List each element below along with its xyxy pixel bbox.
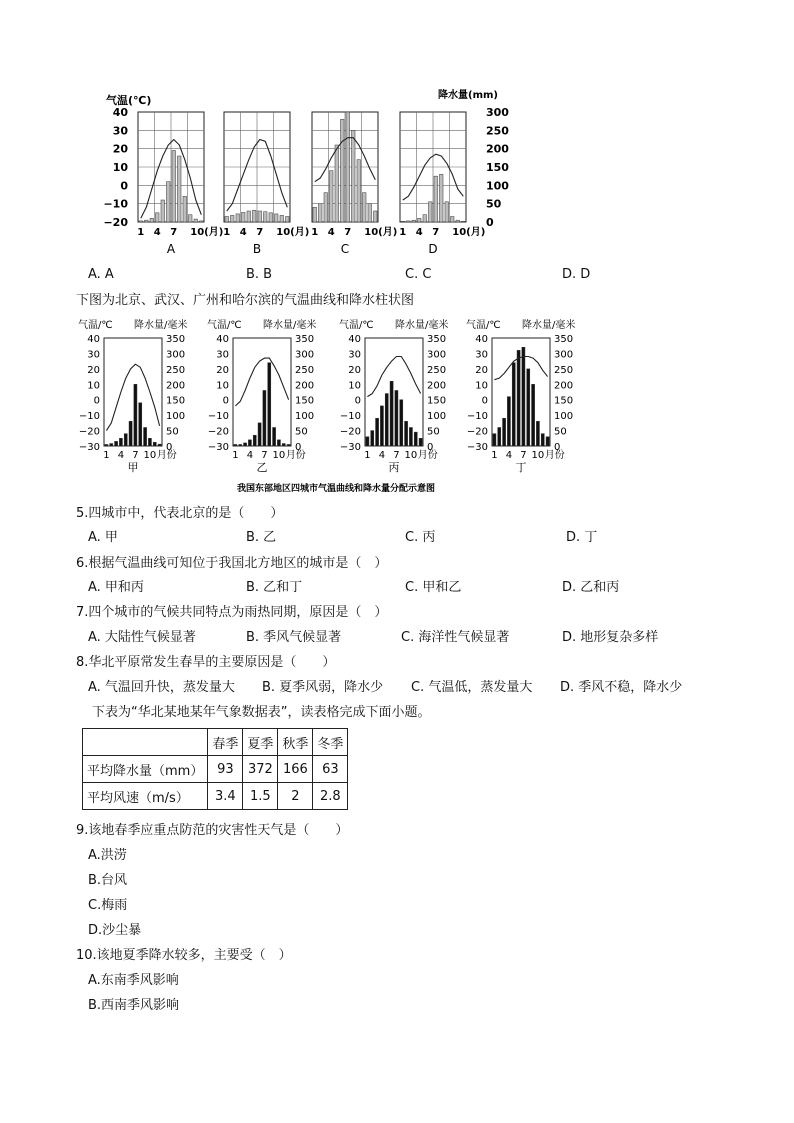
fig2-left-tick: 10 bbox=[348, 380, 361, 392]
fig2-right-tick: 200 bbox=[295, 380, 315, 392]
fig1-chart-C-precip-bar bbox=[313, 207, 317, 222]
fig2-x-tick: 1 bbox=[491, 450, 498, 461]
fig2-left-tick: 40 bbox=[348, 334, 361, 345]
fig1-left-tick: 0 bbox=[120, 179, 128, 193]
fig2-left-tick: 20 bbox=[348, 364, 361, 376]
fig2-chart-丙-precip-bar bbox=[385, 394, 388, 446]
fig2-left-tick: 40 bbox=[216, 334, 229, 345]
fig2-x-tick: 4 bbox=[378, 450, 386, 461]
fig2-chart-甲-precip-bar bbox=[158, 444, 161, 446]
fig1-chart-B-precip-bar bbox=[247, 211, 251, 222]
fig2-chart-丙-precip-bar bbox=[405, 421, 408, 446]
fig2-left-tick: −10 bbox=[78, 411, 100, 423]
q5-option-b[interactable]: B. 乙 bbox=[246, 530, 277, 545]
fig1-x-tick: 10(月) bbox=[364, 227, 398, 238]
fig2-right-tick: 150 bbox=[554, 395, 574, 407]
fig2-right-tick: 350 bbox=[427, 334, 447, 345]
fig2-chart-乙-precip-bar bbox=[239, 444, 242, 446]
fig1-chart-B-precip-bar bbox=[241, 212, 245, 222]
fig2-chart-甲-precip-bar bbox=[129, 421, 132, 446]
fig2-x-unit: 月份 bbox=[285, 450, 306, 461]
fig1-chart-D-precip-bar bbox=[439, 174, 443, 222]
q6-option-c[interactable]: C. 甲和乙 bbox=[405, 580, 462, 595]
fig2-x-unit: 月份 bbox=[544, 450, 565, 461]
fig2-chart-甲-frame bbox=[104, 338, 162, 446]
table-intro: 下表为“华北某地某年气象数据表”，读表格完成下面小题。 bbox=[92, 705, 431, 720]
fig2-chart-丙-precip-bar bbox=[376, 418, 379, 446]
fig2-right-tick: 150 bbox=[295, 395, 315, 407]
fig2-chart-丁-precip-bar bbox=[532, 384, 535, 446]
fig2-left-tick: 30 bbox=[348, 349, 361, 361]
fig1-chart-A-precip-bar bbox=[188, 215, 192, 222]
q8-option-a[interactable]: A. 气温回升快，蒸发量大 bbox=[88, 680, 235, 695]
fig2-left-tick: −20 bbox=[78, 426, 100, 438]
q4-option-a[interactable]: A. A bbox=[88, 267, 114, 282]
q10-option-a[interactable]: A.东南季风影响 bbox=[88, 973, 179, 988]
fig2-right-tick: 0 bbox=[554, 442, 561, 453]
fig1-chart-C-precip-bar bbox=[318, 204, 322, 222]
table-header-cell: 冬季 bbox=[313, 729, 348, 756]
fig1-chart-B-precip-bar bbox=[280, 215, 284, 222]
fig2-precip-label: 降水量/毫米 bbox=[522, 320, 576, 331]
fig1-chart-D-precip-bar bbox=[445, 202, 449, 222]
fig1-chart-B-precip-bar bbox=[252, 210, 256, 222]
table-cell: 93 bbox=[208, 756, 243, 783]
fig2-chart-乙-precip-bar bbox=[263, 390, 266, 446]
fig1-right-tick: 50 bbox=[486, 197, 502, 211]
fig2-chart-丁-precip-bar bbox=[512, 363, 515, 446]
fig2-temp-label: 气温/℃ bbox=[339, 320, 374, 331]
q4-option-d[interactable]: D. D bbox=[562, 267, 591, 282]
fig2-x-tick: 7 bbox=[132, 450, 139, 461]
q6-stem: 6.根据气温曲线可知位于我国北方地区的城市是（ ） bbox=[76, 556, 388, 571]
fig1-chart-A-precip-bar bbox=[139, 221, 143, 222]
fig1-x-tick: 10(月) bbox=[276, 227, 310, 238]
fig1-chart-B-precip-bar bbox=[285, 217, 289, 223]
table-cell: 3.4 bbox=[208, 783, 243, 810]
table-cell: 166 bbox=[278, 756, 313, 783]
fig2-temp-label: 气温/℃ bbox=[466, 320, 501, 331]
fig1-chart-C-precip-bar bbox=[346, 112, 350, 222]
fig2-left-tick: 0 bbox=[481, 395, 488, 407]
fig2-temp-label: 气温/℃ bbox=[78, 320, 113, 331]
fig1-chart-D-precip-bar bbox=[401, 221, 405, 222]
q6-option-b[interactable]: B. 乙和丁 bbox=[246, 580, 303, 595]
fig2-chart-甲-precip-bar bbox=[134, 384, 137, 446]
fig1-chart-label: B bbox=[252, 242, 262, 256]
q10-stem: 10.该地夏季降水较多，主要受（ ） bbox=[76, 948, 292, 963]
fig2-right-tick: 300 bbox=[554, 349, 574, 361]
fig1-svg bbox=[86, 86, 526, 258]
fig1-chart-A-precip-bar bbox=[155, 213, 159, 222]
fig2-left-tick: −30 bbox=[207, 442, 229, 453]
fig2-right-tick: 100 bbox=[427, 411, 447, 423]
fig1-chart-D-precip-bar bbox=[412, 220, 416, 222]
fig2-chart-乙-precip-bar bbox=[248, 440, 251, 446]
q6-option-a[interactable]: A. 甲和丙 bbox=[88, 580, 144, 595]
fig2-left-tick: −20 bbox=[466, 426, 488, 438]
fig2-left-tick: 20 bbox=[216, 364, 229, 376]
fig1-x-tick: 1 bbox=[223, 227, 231, 238]
fig1-chart-D-precip-bar bbox=[406, 221, 410, 222]
fig1-x-tick: 4 bbox=[327, 227, 335, 238]
fig2-left-tick: 0 bbox=[93, 395, 100, 407]
q7-option-d[interactable]: D. 地形复杂多样 bbox=[562, 630, 659, 645]
fig1-chart-C-precip-bar bbox=[329, 171, 333, 222]
fig2-chart-丙-precip-bar bbox=[371, 431, 374, 446]
fig2-left-tick: 0 bbox=[354, 395, 361, 407]
fig2-x-tick: 1 bbox=[232, 450, 239, 461]
fig2-right-tick: 300 bbox=[166, 349, 186, 361]
q9-option-a[interactable]: A.洪涝 bbox=[88, 848, 127, 863]
fig2-chart-丁-temp-curve bbox=[494, 357, 547, 380]
fig1-chart-C-precip-bar bbox=[362, 193, 366, 222]
fig2-chart-乙-precip-bar bbox=[268, 363, 271, 446]
fig2-right-tick: 250 bbox=[166, 364, 186, 376]
fig1-left-tick: 20 bbox=[112, 142, 128, 156]
fig2-chart-丙-precip-bar bbox=[409, 427, 412, 446]
fig2-right-tick: 150 bbox=[427, 395, 447, 407]
table-header-cell bbox=[83, 729, 208, 756]
fig2-left-tick: 30 bbox=[475, 349, 488, 361]
table-cell: 63 bbox=[313, 756, 348, 783]
fig2-right-tick: 0 bbox=[295, 442, 302, 453]
fig1-right-tick: 150 bbox=[486, 161, 509, 174]
fig2-chart-乙-precip-bar bbox=[273, 427, 276, 446]
fig1-chart-B-precip-bar bbox=[230, 215, 234, 222]
fig1-chart-A-precip-bar bbox=[194, 219, 198, 222]
fig1-right-tick: 200 bbox=[486, 142, 509, 156]
fig2-intro: 下图为北京、武汉、广州和哈尔滨的气温曲线和降水柱状图 bbox=[76, 293, 415, 308]
fig1-left-tick: −20 bbox=[103, 216, 128, 229]
fig1-chart-A-precip-bar bbox=[144, 220, 148, 222]
fig2-chart-甲-precip-bar bbox=[144, 427, 147, 446]
fig1-chart-C-precip-bar bbox=[368, 204, 372, 222]
fig2-chart-label: 甲 bbox=[127, 461, 139, 474]
fig2-right-tick: 250 bbox=[427, 364, 447, 376]
q8-option-b[interactable]: B. 夏季风弱，降水少 bbox=[262, 680, 384, 695]
fig1-chart-B-precip-bar bbox=[236, 214, 240, 222]
fig2-left-tick: −30 bbox=[78, 442, 100, 453]
fig1-x-tick: 1 bbox=[137, 227, 145, 238]
fig2-chart-丁-precip-bar bbox=[493, 434, 496, 446]
fig1-x-tick: 4 bbox=[415, 227, 423, 238]
fig2-left-tick: 10 bbox=[87, 380, 100, 392]
fig1-x-tick: 10(月) bbox=[190, 227, 224, 238]
fig2-right-tick: 350 bbox=[295, 334, 315, 345]
fig2-right-tick: 50 bbox=[554, 426, 567, 438]
q9-option-b[interactable]: B.台风 bbox=[88, 873, 128, 888]
table-row bbox=[83, 756, 348, 783]
q8-option-d[interactable]: D. 季风不稳，降水少 bbox=[560, 680, 683, 695]
climate-figure-1 bbox=[86, 86, 526, 258]
fig2-chart-甲-precip-bar bbox=[105, 444, 108, 446]
fig1-chart-D-precip-bar bbox=[461, 221, 465, 222]
fig2-chart-甲-precip-bar bbox=[115, 441, 118, 446]
table-cell: 2.8 bbox=[313, 783, 348, 810]
climate-figure-2 bbox=[76, 316, 596, 498]
fig1-chart-D-precip-bar bbox=[434, 176, 438, 222]
fig2-chart-丁-precip-bar bbox=[546, 437, 549, 446]
fig2-chart-乙-precip-bar bbox=[258, 423, 261, 446]
table-header-cell: 春季 bbox=[208, 729, 243, 756]
q8-option-c[interactable]: C. 气温低，蒸发量大 bbox=[411, 680, 533, 695]
fig2-chart-甲-temp-curve bbox=[106, 364, 159, 430]
fig1-chart-label: C bbox=[340, 242, 350, 256]
fig2-chart-乙-frame bbox=[233, 338, 291, 446]
table-cell: 平均降水量（mm） bbox=[83, 756, 208, 783]
q7-stem: 7.四个城市的气候共同特点为雨热同期，原因是（ ） bbox=[76, 605, 388, 620]
fig2-left-tick: 30 bbox=[216, 349, 229, 361]
fig2-right-tick: 300 bbox=[295, 349, 315, 361]
fig2-right-tick: 0 bbox=[166, 442, 173, 453]
fig2-chart-丙-precip-bar bbox=[395, 390, 398, 446]
fig2-x-tick: 4 bbox=[117, 450, 125, 461]
fig2-left-tick: 0 bbox=[222, 395, 229, 407]
fig2-left-tick: 40 bbox=[475, 334, 488, 345]
table-header-cell: 秋季 bbox=[278, 729, 313, 756]
fig2-precip-label: 降水量/毫米 bbox=[134, 320, 188, 331]
fig2-chart-甲-precip-bar bbox=[119, 438, 122, 446]
fig2-precip-label: 降水量/毫米 bbox=[395, 320, 449, 331]
fig2-x-tick: 10 bbox=[404, 450, 418, 461]
fig2-x-tick: 7 bbox=[261, 450, 268, 461]
fig1-x-tick: 7 bbox=[256, 227, 264, 238]
table-cell: 平均风速（m/s） bbox=[83, 783, 208, 810]
fig1-x-tick: 10(月) bbox=[452, 227, 486, 238]
fig2-chart-丁-precip-bar bbox=[536, 421, 539, 446]
fig2-left-tick: 20 bbox=[87, 364, 100, 376]
fig2-x-unit: 月份 bbox=[417, 450, 438, 461]
fig2-chart-甲-precip-bar bbox=[124, 434, 127, 446]
table-row bbox=[83, 783, 348, 810]
fig2-x-tick: 7 bbox=[393, 450, 400, 461]
q7-option-a[interactable]: A. 大陆性气候显著 bbox=[88, 630, 196, 645]
fig2-chart-label: 丙 bbox=[388, 461, 400, 474]
fig1-temp-label: 气温(℃) bbox=[106, 94, 152, 107]
fig1-chart-A-precip-bar bbox=[183, 196, 187, 222]
fig1-chart-D-precip-bar bbox=[417, 218, 421, 222]
fig2-x-tick: 7 bbox=[520, 450, 527, 461]
fig2-chart-甲-precip-bar bbox=[110, 444, 113, 446]
fig2-right-tick: 50 bbox=[295, 426, 308, 438]
fig2-chart-乙-precip-bar bbox=[287, 444, 290, 446]
fig2-chart-乙-precip-bar bbox=[277, 440, 280, 446]
fig1-chart-B-precip-bar bbox=[274, 214, 278, 222]
fig2-chart-丁-precip-bar bbox=[503, 418, 506, 446]
q8-stem: 8.华北平原常发生春旱的主要原因是（ ） bbox=[76, 655, 336, 670]
fig2-temp-label: 气温/℃ bbox=[207, 320, 242, 331]
fig2-left-tick: −20 bbox=[339, 426, 361, 438]
fig2-right-tick: 300 bbox=[427, 349, 447, 361]
fig2-svg bbox=[76, 316, 596, 498]
q7-option-c[interactable]: C. 海洋性气候显著 bbox=[401, 630, 510, 645]
fig2-right-tick: 50 bbox=[166, 426, 179, 438]
q9-option-d[interactable]: D.沙尘暴 bbox=[88, 923, 142, 938]
fig1-x-tick: 4 bbox=[153, 227, 161, 238]
fig2-chart-丙-precip-bar bbox=[414, 432, 417, 446]
table-cell: 372 bbox=[243, 756, 278, 783]
fig2-right-tick: 100 bbox=[166, 411, 186, 423]
fig2-chart-丙-temp-curve bbox=[367, 357, 420, 397]
fig1-x-tick: 7 bbox=[344, 227, 352, 238]
fig2-chart-甲-precip-bar bbox=[148, 438, 151, 446]
fig2-right-tick: 200 bbox=[554, 380, 574, 392]
fig1-precip-label: 降水量(mm) bbox=[438, 90, 498, 101]
q10-option-b[interactable]: B.西南季风影响 bbox=[88, 998, 180, 1013]
fig1-chart-label: D bbox=[428, 242, 438, 256]
fig2-left-tick: −10 bbox=[339, 411, 361, 423]
fig1-chart-D-precip-bar bbox=[450, 217, 454, 223]
fig1-left-tick: 30 bbox=[112, 124, 128, 138]
fig2-chart-丙-precip-bar bbox=[390, 381, 393, 446]
fig2-left-tick: −10 bbox=[207, 411, 229, 423]
fig1-chart-B-precip-bar bbox=[258, 211, 262, 222]
fig2-chart-乙-precip-bar bbox=[282, 444, 285, 446]
fig2-left-tick: 20 bbox=[475, 364, 488, 376]
fig1-chart-C-precip-bar bbox=[335, 145, 339, 222]
q9-stem: 9.该地春季应重点防范的灾害性天气是（ ） bbox=[76, 823, 349, 838]
fig1-chart-A-precip-bar bbox=[166, 182, 170, 222]
fig1-x-tick: 7 bbox=[170, 227, 178, 238]
fig2-x-tick: 10 bbox=[143, 450, 157, 461]
fig1-x-tick: 1 bbox=[311, 227, 319, 238]
fig1-x-tick: 4 bbox=[239, 227, 247, 238]
q5-stem: 5.四城市中，代表北京的是（ ） bbox=[76, 506, 284, 521]
fig2-right-tick: 100 bbox=[295, 411, 315, 423]
fig2-x-tick: 4 bbox=[246, 450, 254, 461]
fig2-chart-丙-precip-bar bbox=[366, 437, 369, 446]
table-cell: 2 bbox=[278, 783, 313, 810]
fig2-right-tick: 100 bbox=[554, 411, 574, 423]
fig2-chart-甲-precip-bar bbox=[139, 403, 142, 446]
fig1-x-tick: 7 bbox=[432, 227, 440, 238]
fig2-left-tick: 10 bbox=[216, 380, 229, 392]
fig1-chart-C-precip-bar bbox=[340, 119, 344, 222]
fig1-chart-B-precip-bar bbox=[225, 217, 229, 223]
fig1-right-tick: 250 bbox=[486, 124, 509, 138]
fig2-left-tick: 40 bbox=[87, 334, 100, 345]
fig2-chart-丙-precip-bar bbox=[419, 438, 422, 446]
fig2-right-tick: 200 bbox=[427, 380, 447, 392]
fig2-chart-丙-precip-bar bbox=[380, 406, 383, 446]
fig2-right-tick: 250 bbox=[554, 364, 574, 376]
weather-data-table bbox=[82, 728, 348, 810]
fig2-x-tick: 1 bbox=[364, 450, 371, 461]
fig2-caption: 我国东部地区四城市气温曲线和降水量分配示意图 bbox=[236, 484, 436, 494]
fig1-chart-B-precip-bar bbox=[269, 213, 273, 222]
fig2-x-unit: 月份 bbox=[156, 450, 177, 461]
fig1-chart-A-precip-bar bbox=[172, 151, 176, 223]
fig2-left-tick: −20 bbox=[207, 426, 229, 438]
fig2-chart-丙-precip-bar bbox=[400, 400, 403, 446]
fig1-chart-label: A bbox=[166, 242, 176, 256]
fig2-chart-丁-precip-bar bbox=[507, 397, 510, 446]
fig1-chart-A-precip-bar bbox=[199, 221, 203, 222]
fig2-right-tick: 350 bbox=[166, 334, 186, 345]
fig1-right-tick: 100 bbox=[486, 179, 509, 193]
fig2-chart-丁-precip-bar bbox=[541, 434, 544, 446]
fig2-x-tick: 1 bbox=[103, 450, 110, 461]
fig2-right-tick: 0 bbox=[427, 442, 434, 453]
fig1-chart-A-precip-bar bbox=[150, 218, 154, 222]
fig2-left-tick: −30 bbox=[339, 442, 361, 453]
fig2-left-tick: 10 bbox=[475, 380, 488, 392]
fig1-chart-D-precip-bar bbox=[428, 202, 432, 222]
fig2-chart-甲-precip-bar bbox=[153, 442, 156, 446]
fig1-chart-D-precip-bar bbox=[423, 215, 427, 222]
fig2-x-tick: 10 bbox=[531, 450, 545, 461]
fig2-chart-丁-precip-bar bbox=[527, 369, 530, 446]
fig2-left-tick: −10 bbox=[466, 411, 488, 423]
q4-option-b[interactable]: B. B bbox=[246, 267, 273, 282]
fig2-left-tick: 30 bbox=[87, 349, 100, 361]
fig1-chart-C-precip-bar bbox=[373, 211, 377, 222]
fig1-right-tick: 300 bbox=[486, 106, 509, 119]
q5-option-a[interactable]: A. 甲 bbox=[88, 530, 118, 545]
q6-option-d[interactable]: D. 乙和丙 bbox=[562, 580, 620, 595]
fig1-chart-A-precip-bar bbox=[161, 200, 165, 222]
table-header-cell: 夏季 bbox=[243, 729, 278, 756]
fig2-right-tick: 50 bbox=[427, 426, 440, 438]
fig2-precip-label: 降水量/毫米 bbox=[263, 320, 317, 331]
q7-option-b[interactable]: B. 季风气候显著 bbox=[246, 630, 342, 645]
fig1-chart-C-precip-bar bbox=[357, 160, 361, 222]
fig2-chart-丁-precip-bar bbox=[498, 427, 501, 446]
fig1-chart-D-precip-bar bbox=[456, 220, 460, 222]
fig2-right-tick: 250 bbox=[295, 364, 315, 376]
fig2-left-tick: −30 bbox=[466, 442, 488, 453]
fig1-chart-C-precip-bar bbox=[324, 193, 328, 222]
fig2-chart-丁-precip-bar bbox=[517, 350, 520, 446]
fig2-chart-乙-temp-curve bbox=[235, 358, 288, 406]
fig1-chart-B-precip-bar bbox=[263, 212, 267, 222]
fig2-chart-乙-precip-bar bbox=[253, 435, 256, 446]
fig2-chart-丁-precip-bar bbox=[522, 347, 525, 446]
fig2-x-tick: 4 bbox=[505, 450, 513, 461]
fig2-right-tick: 150 bbox=[166, 395, 186, 407]
fig2-right-tick: 350 bbox=[554, 334, 574, 345]
fig2-chart-label: 乙 bbox=[256, 461, 268, 474]
fig1-left-tick: 10 bbox=[112, 161, 128, 174]
fig2-x-tick: 10 bbox=[272, 450, 286, 461]
fig1-left-tick: −10 bbox=[103, 197, 128, 211]
table-cell: 1.5 bbox=[243, 783, 278, 810]
q5-option-d[interactable]: D. 丁 bbox=[566, 530, 598, 545]
fig1-left-tick: 40 bbox=[112, 106, 128, 119]
fig2-chart-乙-precip-bar bbox=[234, 444, 237, 446]
fig2-chart-label: 丁 bbox=[515, 461, 527, 474]
fig2-chart-乙-precip-bar bbox=[244, 443, 247, 446]
fig2-right-tick: 200 bbox=[166, 380, 186, 392]
q9-option-c[interactable]: C.梅雨 bbox=[88, 898, 128, 913]
fig1-x-tick: 1 bbox=[399, 227, 407, 238]
fig1-right-tick: 0 bbox=[486, 216, 494, 229]
fig1-chart-A-precip-bar bbox=[177, 156, 181, 222]
q5-option-c[interactable]: C. 丙 bbox=[405, 530, 436, 545]
fig1-chart-C-precip-bar bbox=[351, 130, 355, 222]
table-header-row bbox=[83, 729, 348, 756]
q4-option-c[interactable]: C. C bbox=[405, 267, 432, 282]
